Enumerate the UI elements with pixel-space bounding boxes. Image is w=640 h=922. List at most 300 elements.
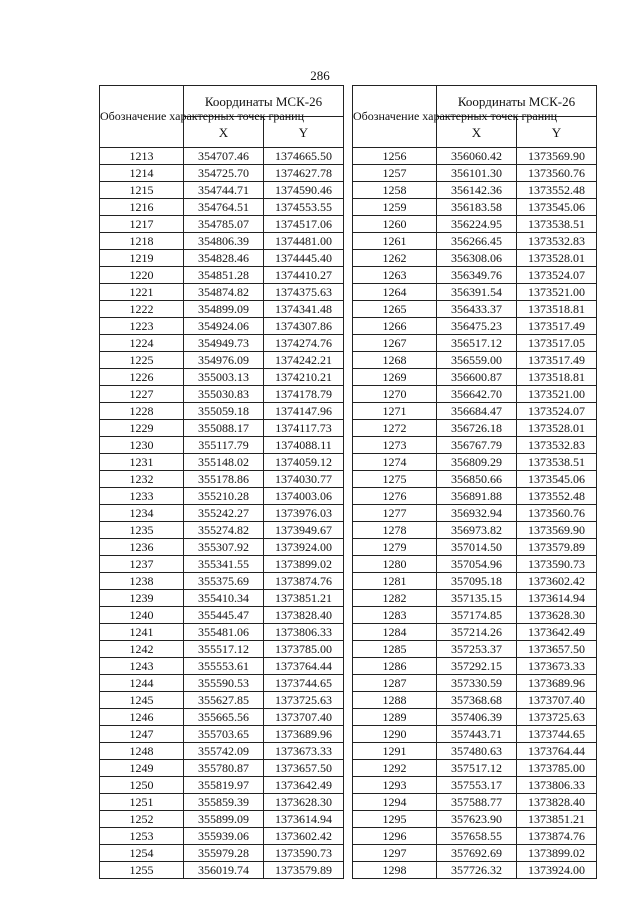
cell-x: 354828.46 <box>184 250 264 267</box>
cell-x: 356433.37 <box>437 301 517 318</box>
cell-y: 1373899.02 <box>517 845 597 862</box>
cell-y: 1373828.40 <box>264 607 344 624</box>
cell-y: 1374481.00 <box>264 233 344 250</box>
cell-x: 357054.96 <box>437 556 517 573</box>
cell-point-id: 1249 <box>100 760 184 777</box>
table-row <box>353 437 597 454</box>
cell-y: 1373614.94 <box>517 590 597 607</box>
cell-x: 356932.94 <box>437 505 517 522</box>
table-row <box>100 862 344 879</box>
table-row <box>100 743 344 760</box>
cell-point-id: 1246 <box>100 709 184 726</box>
table-row <box>100 301 344 318</box>
cell-point-id: 1244 <box>100 675 184 692</box>
cell-point-id: 1254 <box>100 845 184 862</box>
table-row <box>353 420 597 437</box>
cell-y: 1373949.67 <box>264 522 344 539</box>
cell-x: 355553.61 <box>184 658 264 675</box>
cell-point-id: 1257 <box>353 165 437 182</box>
table-row <box>100 726 344 743</box>
cell-point-id: 1239 <box>100 590 184 607</box>
cell-x: 357368.68 <box>437 692 517 709</box>
cell-y: 1373657.50 <box>517 641 597 658</box>
cell-point-id: 1279 <box>353 539 437 556</box>
cell-y: 1373673.33 <box>264 743 344 760</box>
cell-x: 357214.26 <box>437 624 517 641</box>
cell-x: 355590.53 <box>184 675 264 692</box>
table-row <box>100 709 344 726</box>
table-row <box>353 828 597 845</box>
cell-y: 1373806.33 <box>517 777 597 794</box>
cell-point-id: 1264 <box>353 284 437 301</box>
cell-x: 355375.69 <box>184 573 264 590</box>
cell-point-id: 1243 <box>100 658 184 675</box>
cell-point-id: 1287 <box>353 675 437 692</box>
cell-point-id: 1259 <box>353 199 437 216</box>
table-row <box>353 607 597 624</box>
cell-point-id: 1266 <box>353 318 437 335</box>
table-row <box>353 675 597 692</box>
cell-y: 1373517.05 <box>517 335 597 352</box>
cell-x: 357588.77 <box>437 794 517 811</box>
cell-x: 356767.79 <box>437 437 517 454</box>
cell-point-id: 1255 <box>100 862 184 879</box>
cell-point-id: 1251 <box>100 794 184 811</box>
cell-x: 354899.09 <box>184 301 264 318</box>
cell-x: 355517.12 <box>184 641 264 658</box>
cell-point-id: 1282 <box>353 590 437 607</box>
cell-x: 357553.17 <box>437 777 517 794</box>
cell-y: 1373579.89 <box>264 862 344 879</box>
cell-y: 1374517.06 <box>264 216 344 233</box>
cell-y: 1373517.49 <box>517 352 597 369</box>
cell-point-id: 1221 <box>100 284 184 301</box>
table-row <box>100 318 344 335</box>
cell-x: 356224.95 <box>437 216 517 233</box>
cell-y: 1374341.48 <box>264 301 344 318</box>
cell-y: 1373552.48 <box>517 182 597 199</box>
cell-x: 357517.12 <box>437 760 517 777</box>
table-row <box>353 471 597 488</box>
cell-y: 1373602.42 <box>517 573 597 590</box>
cell-point-id: 1213 <box>100 148 184 165</box>
cell-x: 355088.17 <box>184 420 264 437</box>
cell-y: 1373851.21 <box>264 590 344 607</box>
cell-x: 356142.36 <box>437 182 517 199</box>
cell-point-id: 1284 <box>353 624 437 641</box>
table-row <box>100 352 344 369</box>
cell-y: 1373828.40 <box>517 794 597 811</box>
table-row <box>353 726 597 743</box>
cell-x: 355003.13 <box>184 369 264 386</box>
cell-x: 356559.00 <box>437 352 517 369</box>
cell-point-id: 1277 <box>353 505 437 522</box>
cell-point-id: 1273 <box>353 437 437 454</box>
cell-y: 1373524.07 <box>517 403 597 420</box>
table-row <box>100 828 344 845</box>
table-row <box>353 777 597 794</box>
cell-y: 1373545.06 <box>517 199 597 216</box>
cell-point-id: 1241 <box>100 624 184 641</box>
cell-x: 355210.28 <box>184 488 264 505</box>
table-row <box>100 403 344 420</box>
cell-point-id: 1294 <box>353 794 437 811</box>
header-x-label: X <box>184 117 264 148</box>
cell-x: 357330.59 <box>437 675 517 692</box>
cell-x: 355627.85 <box>184 692 264 709</box>
cell-point-id: 1240 <box>100 607 184 624</box>
table-row <box>100 216 344 233</box>
table-row <box>100 199 344 216</box>
cell-y: 1373785.00 <box>264 641 344 658</box>
cell-point-id: 1253 <box>100 828 184 845</box>
coordinates-table-left <box>99 85 344 879</box>
cell-x: 355274.82 <box>184 522 264 539</box>
cell-y: 1373532.83 <box>517 437 597 454</box>
header-y-label: Y <box>264 117 344 148</box>
cell-point-id: 1236 <box>100 539 184 556</box>
cell-y: 1373744.65 <box>517 726 597 743</box>
cell-point-id: 1229 <box>100 420 184 437</box>
cell-point-id: 1286 <box>353 658 437 675</box>
table-row <box>353 624 597 641</box>
cell-point-id: 1272 <box>353 420 437 437</box>
cell-point-id: 1218 <box>100 233 184 250</box>
cell-point-id: 1215 <box>100 182 184 199</box>
table-row <box>353 369 597 386</box>
table-row <box>353 692 597 709</box>
header-point-label: Обозначение характерных точек границ <box>100 86 184 148</box>
cell-point-id: 1265 <box>353 301 437 318</box>
table-row <box>100 369 344 386</box>
cell-y: 1373976.03 <box>264 505 344 522</box>
cell-x: 355859.39 <box>184 794 264 811</box>
table-row <box>353 165 597 182</box>
cell-y: 1374665.50 <box>264 148 344 165</box>
header-x-label: X <box>437 117 517 148</box>
cell-y: 1373924.00 <box>517 862 597 879</box>
cell-y: 1373560.76 <box>517 505 597 522</box>
cell-point-id: 1285 <box>353 641 437 658</box>
cell-y: 1373569.90 <box>517 148 597 165</box>
cell-point-id: 1227 <box>100 386 184 403</box>
cell-x: 357253.37 <box>437 641 517 658</box>
cell-point-id: 1237 <box>100 556 184 573</box>
cell-y: 1374242.21 <box>264 352 344 369</box>
cell-x: 354725.70 <box>184 165 264 182</box>
cell-x: 355307.92 <box>184 539 264 556</box>
table-row <box>100 556 344 573</box>
cell-x: 357014.50 <box>437 539 517 556</box>
cell-y: 1373642.49 <box>517 624 597 641</box>
table-row <box>100 539 344 556</box>
cell-x: 357726.32 <box>437 862 517 879</box>
cell-point-id: 1290 <box>353 726 437 743</box>
cell-x: 355117.79 <box>184 437 264 454</box>
cell-point-id: 1261 <box>353 233 437 250</box>
table-row <box>100 250 344 267</box>
cell-y: 1374178.79 <box>264 386 344 403</box>
cell-x: 355030.83 <box>184 386 264 403</box>
cell-y: 1373579.89 <box>517 539 597 556</box>
cell-y: 1373899.02 <box>264 556 344 573</box>
cell-y: 1373707.40 <box>264 709 344 726</box>
cell-x: 354785.07 <box>184 216 264 233</box>
cell-x: 357174.85 <box>437 607 517 624</box>
table-row <box>353 743 597 760</box>
cell-x: 355742.09 <box>184 743 264 760</box>
cell-y: 1374210.21 <box>264 369 344 386</box>
cell-x: 354764.51 <box>184 199 264 216</box>
table-row <box>100 148 344 165</box>
cell-point-id: 1263 <box>353 267 437 284</box>
table-row <box>100 845 344 862</box>
cell-y: 1374003.06 <box>264 488 344 505</box>
cell-y: 1373744.65 <box>264 675 344 692</box>
cell-y: 1374590.46 <box>264 182 344 199</box>
table-row <box>353 811 597 828</box>
table-row <box>353 199 597 216</box>
cell-x: 356891.88 <box>437 488 517 505</box>
table-row <box>100 522 344 539</box>
cell-point-id: 1296 <box>353 828 437 845</box>
cell-point-id: 1260 <box>353 216 437 233</box>
cell-x: 354976.09 <box>184 352 264 369</box>
cell-x: 354874.82 <box>184 284 264 301</box>
coordinates-table-right <box>352 85 597 879</box>
cell-x: 357623.90 <box>437 811 517 828</box>
cell-point-id: 1269 <box>353 369 437 386</box>
cell-y: 1374445.40 <box>264 250 344 267</box>
cell-y: 1373614.94 <box>264 811 344 828</box>
cell-point-id: 1288 <box>353 692 437 709</box>
cell-x: 356183.58 <box>437 199 517 216</box>
table-row <box>353 148 597 165</box>
cell-y: 1373532.83 <box>517 233 597 250</box>
cell-x: 356850.66 <box>437 471 517 488</box>
cell-x: 356600.87 <box>437 369 517 386</box>
table-row <box>100 590 344 607</box>
cell-x: 356517.12 <box>437 335 517 352</box>
cell-x: 357480.63 <box>437 743 517 760</box>
cell-y: 1373590.73 <box>264 845 344 862</box>
cell-point-id: 1232 <box>100 471 184 488</box>
cell-x: 356973.82 <box>437 522 517 539</box>
cell-x: 355410.34 <box>184 590 264 607</box>
cell-y: 1374307.86 <box>264 318 344 335</box>
cell-y: 1373521.00 <box>517 284 597 301</box>
cell-y: 1374410.27 <box>264 267 344 284</box>
cell-x: 355445.47 <box>184 607 264 624</box>
cell-y: 1373545.06 <box>517 471 597 488</box>
cell-x: 356642.70 <box>437 386 517 403</box>
table-row <box>353 250 597 267</box>
table-row <box>100 335 344 352</box>
header-y-label: Y <box>517 117 597 148</box>
header-point-label: Обозначение характерных точек границ <box>353 86 437 148</box>
cell-point-id: 1242 <box>100 641 184 658</box>
cell-point-id: 1297 <box>353 845 437 862</box>
cell-point-id: 1276 <box>353 488 437 505</box>
cell-point-id: 1223 <box>100 318 184 335</box>
table-row <box>100 182 344 199</box>
cell-point-id: 1247 <box>100 726 184 743</box>
table-row <box>100 692 344 709</box>
cell-point-id: 1250 <box>100 777 184 794</box>
cell-x: 355341.55 <box>184 556 264 573</box>
table-row <box>353 284 597 301</box>
cell-x: 356726.18 <box>437 420 517 437</box>
cell-x: 356684.47 <box>437 403 517 420</box>
table-row <box>100 675 344 692</box>
cell-x: 354949.73 <box>184 335 264 352</box>
cell-y: 1374375.63 <box>264 284 344 301</box>
cell-point-id: 1230 <box>100 437 184 454</box>
table-row <box>353 709 597 726</box>
table-row <box>100 777 344 794</box>
cell-point-id: 1238 <box>100 573 184 590</box>
cell-point-id: 1292 <box>353 760 437 777</box>
table-row <box>353 488 597 505</box>
cell-x: 356308.06 <box>437 250 517 267</box>
cell-y: 1374627.78 <box>264 165 344 182</box>
cell-x: 354924.06 <box>184 318 264 335</box>
cell-point-id: 1225 <box>100 352 184 369</box>
cell-y: 1373806.33 <box>264 624 344 641</box>
cell-y: 1373874.76 <box>264 573 344 590</box>
cell-y: 1373851.21 <box>517 811 597 828</box>
cell-point-id: 1219 <box>100 250 184 267</box>
cell-y: 1373785.00 <box>517 760 597 777</box>
cell-x: 357443.71 <box>437 726 517 743</box>
cell-x: 354806.39 <box>184 233 264 250</box>
cell-x: 355780.87 <box>184 760 264 777</box>
cell-y: 1373517.49 <box>517 318 597 335</box>
table-row <box>353 641 597 658</box>
header-coords-label: Координаты МСК-26 <box>184 86 344 117</box>
cell-y: 1374088.11 <box>264 437 344 454</box>
cell-x: 355979.28 <box>184 845 264 862</box>
table-row <box>100 454 344 471</box>
cell-x: 356060.42 <box>437 148 517 165</box>
cell-point-id: 1228 <box>100 403 184 420</box>
cell-y: 1373657.50 <box>264 760 344 777</box>
cell-y: 1374274.76 <box>264 335 344 352</box>
cell-x: 356266.45 <box>437 233 517 250</box>
cell-y: 1373874.76 <box>517 828 597 845</box>
table-row <box>353 658 597 675</box>
table-row <box>353 318 597 335</box>
cell-y: 1374117.73 <box>264 420 344 437</box>
cell-point-id: 1234 <box>100 505 184 522</box>
cell-y: 1373764.44 <box>264 658 344 675</box>
cell-x: 354851.28 <box>184 267 264 284</box>
cell-point-id: 1222 <box>100 301 184 318</box>
table-row <box>353 386 597 403</box>
table-body-left <box>100 148 344 879</box>
table-row <box>353 845 597 862</box>
cell-point-id: 1216 <box>100 199 184 216</box>
table-row <box>100 658 344 675</box>
cell-y: 1374147.96 <box>264 403 344 420</box>
cell-y: 1373569.90 <box>517 522 597 539</box>
table-row <box>100 420 344 437</box>
cell-point-id: 1258 <box>353 182 437 199</box>
cell-y: 1373528.01 <box>517 420 597 437</box>
cell-x: 356349.76 <box>437 267 517 284</box>
table-row <box>100 641 344 658</box>
cell-x: 355665.56 <box>184 709 264 726</box>
cell-x: 354744.71 <box>184 182 264 199</box>
table-row <box>353 862 597 879</box>
cell-point-id: 1252 <box>100 811 184 828</box>
table-row <box>100 267 344 284</box>
table-row <box>353 267 597 284</box>
table-row <box>353 505 597 522</box>
cell-point-id: 1235 <box>100 522 184 539</box>
table-row <box>100 471 344 488</box>
cell-x: 355178.86 <box>184 471 264 488</box>
table-row <box>353 182 597 199</box>
cell-y: 1373628.30 <box>517 607 597 624</box>
table-row <box>353 590 597 607</box>
cell-x: 356101.30 <box>437 165 517 182</box>
table-row <box>353 403 597 420</box>
cell-y: 1373725.63 <box>517 709 597 726</box>
table-row <box>100 488 344 505</box>
cell-y: 1373524.07 <box>517 267 597 284</box>
page-number: 286 <box>310 68 330 83</box>
cell-x: 355059.18 <box>184 403 264 420</box>
cell-point-id: 1214 <box>100 165 184 182</box>
cell-y: 1373673.33 <box>517 658 597 675</box>
cell-y: 1373518.81 <box>517 301 597 318</box>
table-row <box>100 386 344 403</box>
cell-x: 356475.23 <box>437 318 517 335</box>
cell-y: 1373552.48 <box>517 488 597 505</box>
cell-point-id: 1262 <box>353 250 437 267</box>
cell-point-id: 1281 <box>353 573 437 590</box>
table-row <box>353 216 597 233</box>
cell-y: 1373521.00 <box>517 386 597 403</box>
cell-y: 1373602.42 <box>264 828 344 845</box>
cell-y: 1373764.44 <box>517 743 597 760</box>
cell-x: 356019.74 <box>184 862 264 879</box>
cell-point-id: 1295 <box>353 811 437 828</box>
table-row <box>100 437 344 454</box>
cell-x: 356809.29 <box>437 454 517 471</box>
table-row <box>353 335 597 352</box>
cell-x: 357135.15 <box>437 590 517 607</box>
cell-point-id: 1291 <box>353 743 437 760</box>
table-row <box>100 233 344 250</box>
cell-x: 357095.18 <box>437 573 517 590</box>
table-row <box>353 556 597 573</box>
cell-point-id: 1267 <box>353 335 437 352</box>
cell-point-id: 1226 <box>100 369 184 386</box>
cell-point-id: 1231 <box>100 454 184 471</box>
cell-x: 355703.65 <box>184 726 264 743</box>
cell-y: 1373725.63 <box>264 692 344 709</box>
cell-x: 355939.06 <box>184 828 264 845</box>
table-row <box>100 607 344 624</box>
cell-point-id: 1248 <box>100 743 184 760</box>
table-row <box>353 760 597 777</box>
table-row <box>353 539 597 556</box>
table-row <box>100 794 344 811</box>
cell-point-id: 1278 <box>353 522 437 539</box>
cell-point-id: 1270 <box>353 386 437 403</box>
